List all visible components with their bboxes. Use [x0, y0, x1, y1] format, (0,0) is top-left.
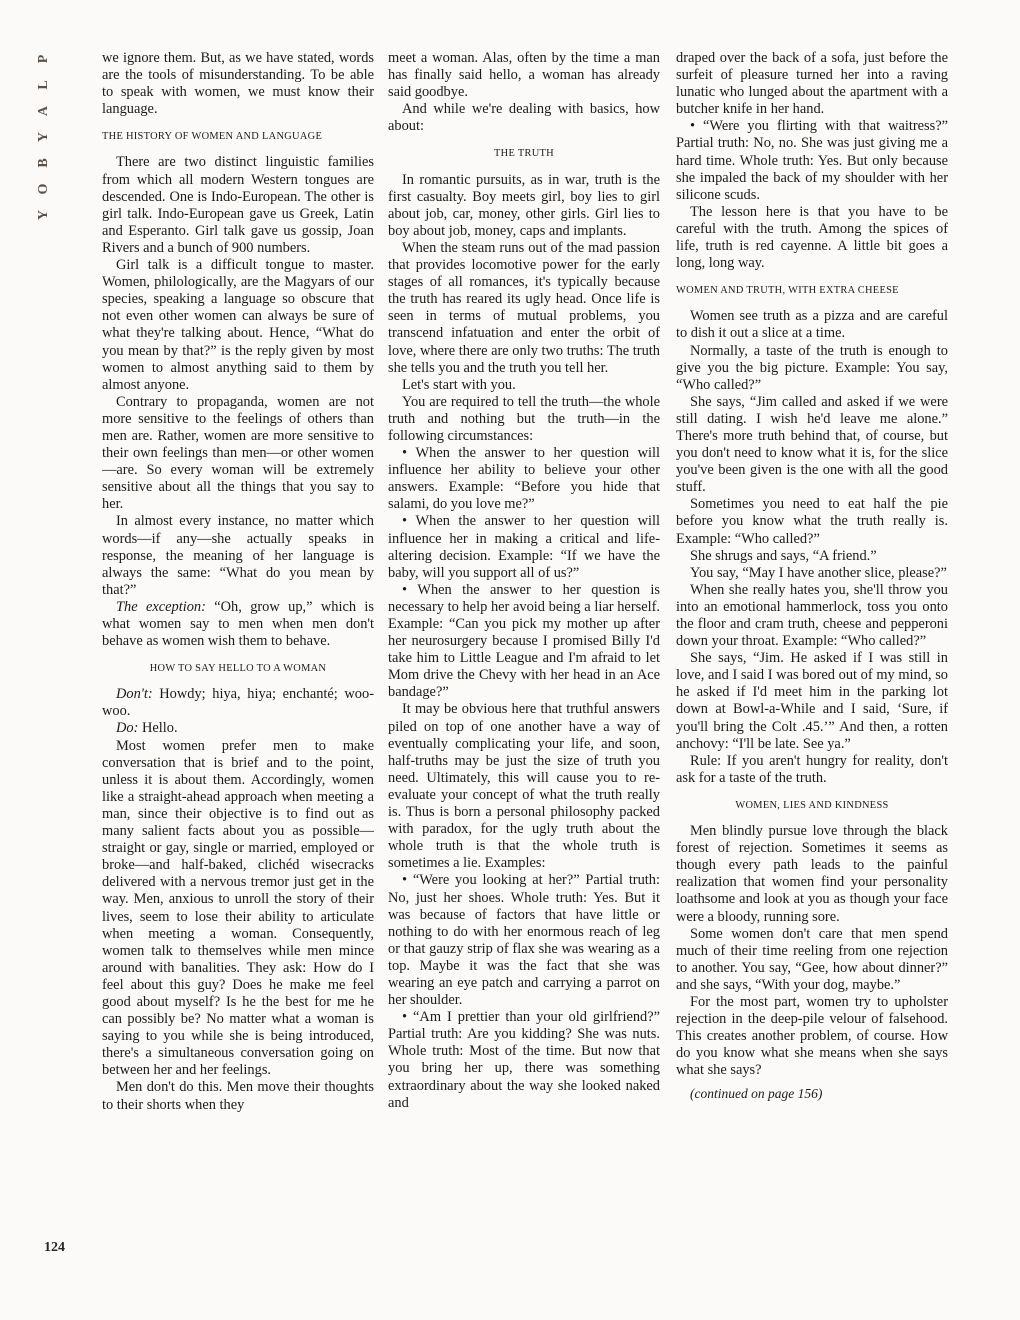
paragraph-text: Hello. — [138, 720, 178, 737]
paragraph: Men blindly pursue love through the black forest of rejection. Sometimes it seems as though every path leads to the painful realization that women find your personality loathsome and look at you as though your face were a bloody, running sore. — [676, 823, 948, 925]
lead-in: The exception: — [116, 598, 206, 615]
paragraph-text: Howdy; hiya, hiya; enchanté; woo-woo. — [102, 686, 374, 720]
paragraph: There are two distinct linguistic families from which all modern Western tongues are descended. One is Indo-European. The other is girl talk. Indo-European gave us Greek, Latin and Esperanto. Girl talk gave us gossip, Joan Rivers and a bunch of 900 numbers. — [102, 154, 374, 256]
paragraph: Let's start with you. — [402, 376, 516, 393]
rail-letter: B — [36, 158, 51, 168]
page-number: 124 — [44, 1240, 65, 1255]
paragraph: You say, “May I have another slice, please?” — [690, 564, 947, 581]
paragraph: Girl talk is a difficult tongue to master. Women, philologically, are the Magyars of our species, speaking a language so obscure that not even other women can always be sure of what they're talking about. Hence, “What do you mean by that?” is the reply given by most women to almost anything said to them by almost anyone. — [102, 257, 374, 393]
paragraph: When she really hates you, she'll throw you into an emotional hammerlock, toss you onto the floor and cram truth, cheese and pepperoni down your throat. Example: “Who called?” — [676, 581, 948, 650]
bullet-paragraph: • When the answer to her question will influence her in making a critical and life-altering decision. Example: “If we have the baby, will you support all of us?” — [388, 513, 660, 581]
paragraph: Some women don't care that men spend much of their time reeling from one rejection to another. You say, “Gee, how about dinner?” and she says, “With your dog, maybe.” — [676, 925, 948, 993]
section-heading: THE HISTORY OF WOMEN AND LANGUAGE — [102, 131, 323, 143]
bullet-paragraph: • When the answer to her question will influence her ability to believe your other answers. Example: “Before you hide that salami, do you love me?” — [388, 445, 660, 513]
paragraph: Contrary to propaganda, women are not more sensitive to the feelings of others than men are. Rather, women are more sensitive to their own feelings than men—or other women—are. So every woman will be extremely sensitive about all the things that you say to her. — [102, 393, 374, 513]
paragraph-text: “Oh, grow up,” which is what women say to men when men don't behave as women wish them to behave. — [102, 598, 374, 650]
continued-note: (continued on page 156) — [690, 1086, 823, 1102]
paragraph — [102, 720, 374, 737]
paragraph: draped over the back of a sofa, just before the surfeit of pleasure turned her into a raving lunatic who lunged about the apartment with a butcher knife in her hand. — [676, 50, 948, 118]
section-heading: THE TRUTH — [494, 148, 554, 160]
paragraph: You are required to tell the truth—the whole truth and nothing but the truth—in the following circumstances: — [388, 393, 660, 444]
paragraph: She says, “Jim. He asked if I was still in love, and I said I was bored out of my mind, so he asked if I'd meet him in the parking lot down at Bowl-a-While and I said, ‘Sure, if you'll bring the Colt .45.’” And then, a rotten anchovy: “I'll be late. See ya.” — [676, 650, 948, 752]
bullet-paragraph: • “Were you looking at her?” Partial truth: No, just her shoes. Whole truth: Yes. But it was because of factors that have little or nothing to do with her enormous reach of leg or that gauzy strip of flax she was wearing as a top. Maybe it was the fact that she was wearing an eye patch and carrying a parrot on her shoulder. — [388, 872, 660, 1009]
lead-in: Don't: — [116, 686, 153, 703]
paragraph: Women see truth as a pizza and are careful to dish it out a slice at a time. — [676, 308, 948, 342]
paragraph: meet a woman. Alas, often by the time a man has finally said hello, a woman has already said goodbye. — [388, 50, 660, 101]
paragraph: It may be obvious here that truthful answers piled on top of one another have a way of eventually complicating your life, and soon, half-truths may be just the size of truth you need. Ultimately, this will cause you to re-evaluate your concept of what the truth really is. Thus is born a personal philosophy packed with paradox, for the ugly truth about the whole truth is that the whole truth is sometimes a lie. Examples: — [388, 701, 660, 872]
rail-letter: A — [36, 105, 51, 117]
paragraph: Rule: If you aren't hungry for reality, don't ask for a taste of the truth. — [676, 752, 948, 786]
paragraph: In romantic pursuits, as in war, truth is the first casualty. Boy meets girl, boy lies to girl about job, car, money, other girls. Girl lies to boy about job, money, caps and implants. — [388, 171, 660, 239]
paragraph: In almost every instance, no matter which words—if any—she actually speaks in response, the meaning of her language is always the same: “What do you mean by that?” — [102, 513, 374, 598]
section-heading: HOW TO SAY HELLO TO A WOMAN — [149, 663, 327, 675]
paragraph: When the steam runs out of the mad passion that provides locomotive power for the early stages of all romances, it's typically because the truth has reared its ugly head. Once life is seen in terms of mutual problems, you transcend infatuation and enter the orbit of love, where there are only two truths: The truth she tells you and the truth you tell her. — [388, 239, 660, 376]
text-column-1 — [102, 50, 374, 1260]
rail-letter: O — [36, 183, 51, 195]
paragraph: For the most part, women try to upholster rejection in the deep-pile velour of falsehood. This creates another problem, of course. How do you know what she means when she says what she says? — [676, 993, 948, 1079]
paragraph: Sometimes you need to eat half the pie before you know what the truth really is. Example: “Who called?” — [676, 496, 948, 547]
paragraph: The lesson here is that you have to be careful with the truth. Among the spices of life, truth is red cayenne. A little bit goes a long, long way. — [676, 203, 948, 272]
paragraph: we ignore them. But, as we have stated, words are the tools of misunderstanding. To be able to speak with women, we must know their language. — [102, 50, 374, 118]
paragraph: And while we're dealing with basics, how about: — [388, 101, 660, 135]
section-heading: WOMEN, LIES AND KINDNESS — [735, 799, 889, 811]
section-heading: WOMEN AND TRUTH, WITH EXTRA CHEESE — [676, 285, 899, 297]
rail-letter: Y — [36, 209, 51, 221]
paragraph: She shrugs and says, “A friend.” — [690, 547, 877, 564]
paragraph: Most women prefer men to make conversation that is brief and to the point, unless it is about them. Accordingly, women like a straight-ahead approach when meeting a man, since their objective is to find out as many salient facts about you as possible—straight or gay, single or married, employed or broke—and half-baked, clichéd wisecracks delivered with a nervous tremor just get in the way. Men, anxious to unroll the story of their lives, seem to lose their ability to articulate when meeting a woman. Consequently, women talk to themselves while men mince around with banalities. They ask: How do I feel about this guy? Does he make me feel good about myself? Is he the best for me he can possibly be? No matter what a woman is saying to you while she is being introduced, there's a simultaneous conversation going on between her and her feelings. — [102, 737, 374, 1079]
bullet-paragraph: • When the answer to her question is necessary to help her avoid being a liar herself. Example: “Can you pick my mother up after her neurosurgery because I promised Billy I'd take him to Little League and I'm afraid to let Mom drive the Chevy with her head in an Ace bandage?” — [388, 582, 660, 702]
rail-letter: L — [36, 80, 51, 90]
paragraph — [102, 686, 374, 720]
paragraph: She says, “Jim called and asked if we were still dating. I wish he'd leave me alone.” There's more truth behind that, of course, but you don't need to know what it is, for the slice you've been given is the one with all the good stuff. — [676, 393, 948, 496]
paragraph — [102, 599, 374, 650]
paragraph: Men don't do this. Men move their thoughts to their shorts when they — [102, 1079, 374, 1113]
lead-in: Do: — [116, 720, 139, 737]
rail-letter: P — [36, 54, 51, 64]
paragraph: Normally, a taste of the truth is enough to give you the big picture. Example: You say, “Who called?” — [676, 342, 948, 393]
bullet-paragraph: • “Am I prettier than your old girlfriend?” Partial truth: Are you kidding? She was nuts. Whole truth: Most of the time. But now that you bring her up, there was something extraordinary about the way she looked naked and — [388, 1009, 660, 1112]
text-column-3 — [676, 50, 948, 1260]
text-column-2 — [388, 50, 660, 1260]
rail-letter: Y — [36, 131, 51, 143]
bullet-paragraph: • “Were you flirting with that waitress?” Partial truth: No, no. She was just giving me a hard time. Whole truth: Yes. But only because she impaled the back of my shoulder with her silicone scuds. — [676, 118, 948, 203]
magazine-name-vertical — [28, 46, 60, 228]
